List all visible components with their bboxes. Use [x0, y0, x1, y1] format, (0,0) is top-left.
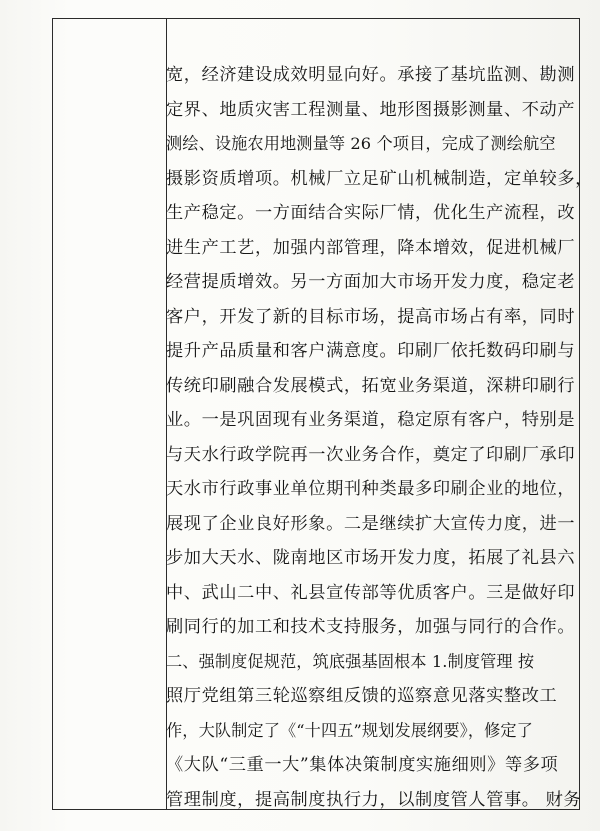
- text-line: 宽，经济建设成效明显向好。承接了基坑监测、勘测: [166, 65, 576, 85]
- text-line: 业。一是巩固现有业务渠道，稳定原有客户，特别是: [166, 410, 576, 430]
- text-line: 定界、地质灾害工程测量、地形图摄影测量、不动产: [166, 99, 576, 120]
- text-line: 经营提质增效。另一方面加大市场开发力度，稳定老: [166, 272, 576, 292]
- text-line: 《大队“三重一大”集体决策制度实施细则》等多项: [166, 755, 559, 775]
- body-text: [166, 58, 593, 817]
- text-line: 传统印刷融合发展模式，拓宽业务渠道，深耕印刷行: [166, 375, 576, 396]
- text-line: 照厅党组第三轮巡察组反馈的巡察意见落实整改工: [166, 686, 558, 706]
- text-line: 生产稳定。一方面结合实际厂情，优化生产流程，改: [166, 203, 576, 223]
- text-line: 作，大队制定了《“十四五”规划发展纲要》，修定了: [166, 720, 533, 740]
- text-line: 提升产品质量和客户满意度。印刷厂依托数码印刷与: [166, 341, 576, 361]
- text-line: 步加大天水、陇南地区市场开发力度，拓展了礼县六: [166, 548, 576, 568]
- text-line: 摄影资质增项。机械厂立足矿山机械制造，定单较多，: [166, 168, 593, 189]
- text-line: 二、强制度促规范，筑底强基固根本 1.制度管理 按: [166, 651, 535, 671]
- text-line: 中、武山二中、礼县宣传部等优质客户。三是做好印: [166, 582, 576, 603]
- text-line: 天水市行政事业单位期刊种类最多印刷企业的地位，: [166, 479, 576, 499]
- text-line: 管理制度，提高制度执行力，以制度管人管事。 财务: [166, 789, 582, 810]
- text-line: 进生产工艺，加强内部管理，降本增效，促进机械厂: [166, 237, 576, 258]
- text-line: 客户，开发了新的目标市场，提高市场占有率，同时: [166, 306, 576, 327]
- text-line: 展现了企业良好形象。二是继续扩大宣传力度，进一: [166, 513, 576, 534]
- text-line: 测绘、设施农用地测量等 26 个项目，完成了测绘航空: [166, 134, 556, 153]
- text-line: 刷同行的加工和技术支持服务，加强与同行的合作。: [166, 617, 576, 637]
- text-line: 与天水行政学院再一次业务合作，奠定了印刷厂承印: [166, 444, 576, 465]
